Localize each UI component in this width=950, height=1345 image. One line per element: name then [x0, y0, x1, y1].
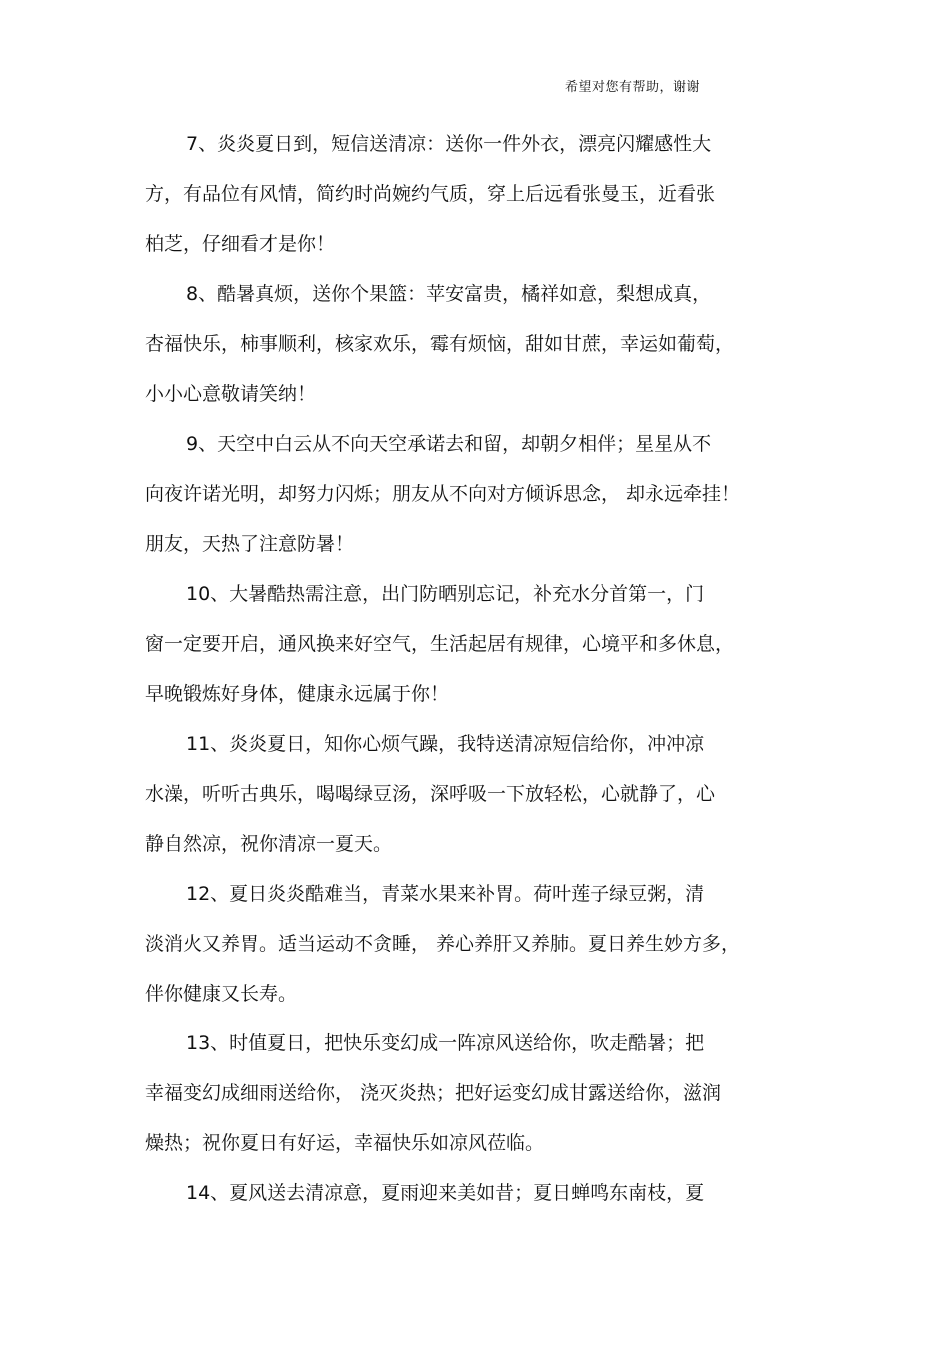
header-note: 希望对您有帮助，谢谢 — [565, 80, 701, 95]
item-10-line-1: 10、大暑酷热需注意，出门防晒别忘记，补充水分首第一，门 — [186, 583, 705, 605]
item-8-line-2: 杏福快乐，柿事顺利，核家欢乐，霉有烦恼，甜如甘蔗，幸运如葡萄， — [145, 333, 735, 355]
item-14-line-1: 14、夏风送去清凉意，夏雨迎来美如昔；夏日蝉鸣东南枝，夏 — [186, 1182, 705, 1204]
item-13-line-2: 幸福变幻成细雨送给你， 浇灭炎热；把好运变幻成甘露送给你，滋润 — [145, 1082, 722, 1104]
item-11-line-3: 静自然凉，祝你清凉一夏天。 — [145, 833, 393, 855]
item-12-line-3: 伴你健康又长寿。 — [145, 983, 298, 1005]
item-9-line-2: 向夜许诺光明，却努力闪烁；朋友从不向对方倾诉思念， 却永远牵挂！ — [145, 483, 741, 505]
item-9-line-3: 朋友，天热了注意防暑！ — [145, 533, 355, 555]
item-10-line-3: 早晚锻炼好身体，健康永远属于你！ — [145, 683, 450, 705]
item-9-line-1: 9、天空中白云从不向天空承诺去和留，却朝夕相伴；星星从不 — [186, 433, 712, 455]
item-8-line-3: 小小心意敬请笑纳！ — [145, 383, 317, 405]
item-7-line-2: 方，有品位有风情，简约时尚婉约气质，穿上后远看张曼玉，近看张 — [145, 183, 716, 205]
item-11-line-1: 11、炎炎夏日，知你心烦气躁，我特送清凉短信给你，冲冲凉 — [186, 733, 705, 755]
item-8-line-1: 8、酷暑真烦，送你个果篮：苹安富贵，橘祥如意，梨想成真， — [186, 283, 712, 305]
item-7-line-3: 柏芝，仔细看才是你！ — [145, 233, 336, 255]
item-12-line-1: 12、夏日炎炎酷难当，青菜水果来补胃。荷叶莲子绿豆粥，清 — [186, 883, 705, 905]
item-13-line-1: 13、时值夏日，把快乐变幻成一阵凉风送给你，吹走酷暑；把 — [186, 1032, 705, 1054]
item-11-line-2: 水澡，听听古典乐，喝喝绿豆汤，深呼吸一下放轻松，心就静了，心 — [145, 783, 716, 805]
item-7-line-1: 7、炎炎夏日到，短信送清凉：送你一件外衣，漂亮闪耀感性大 — [186, 133, 712, 155]
item-10-line-2: 窗一定要开启，通风换来好空气，生活起居有规律，心境平和多休息， — [145, 633, 735, 655]
item-13-line-3: 燥热；祝你夏日有好运，幸福快乐如凉风莅临。 — [145, 1132, 545, 1154]
item-12-line-2: 淡消火又养胃。适当运动不贪睡， 养心养肝又养肺。夏日养生妙方多， — [145, 933, 741, 955]
